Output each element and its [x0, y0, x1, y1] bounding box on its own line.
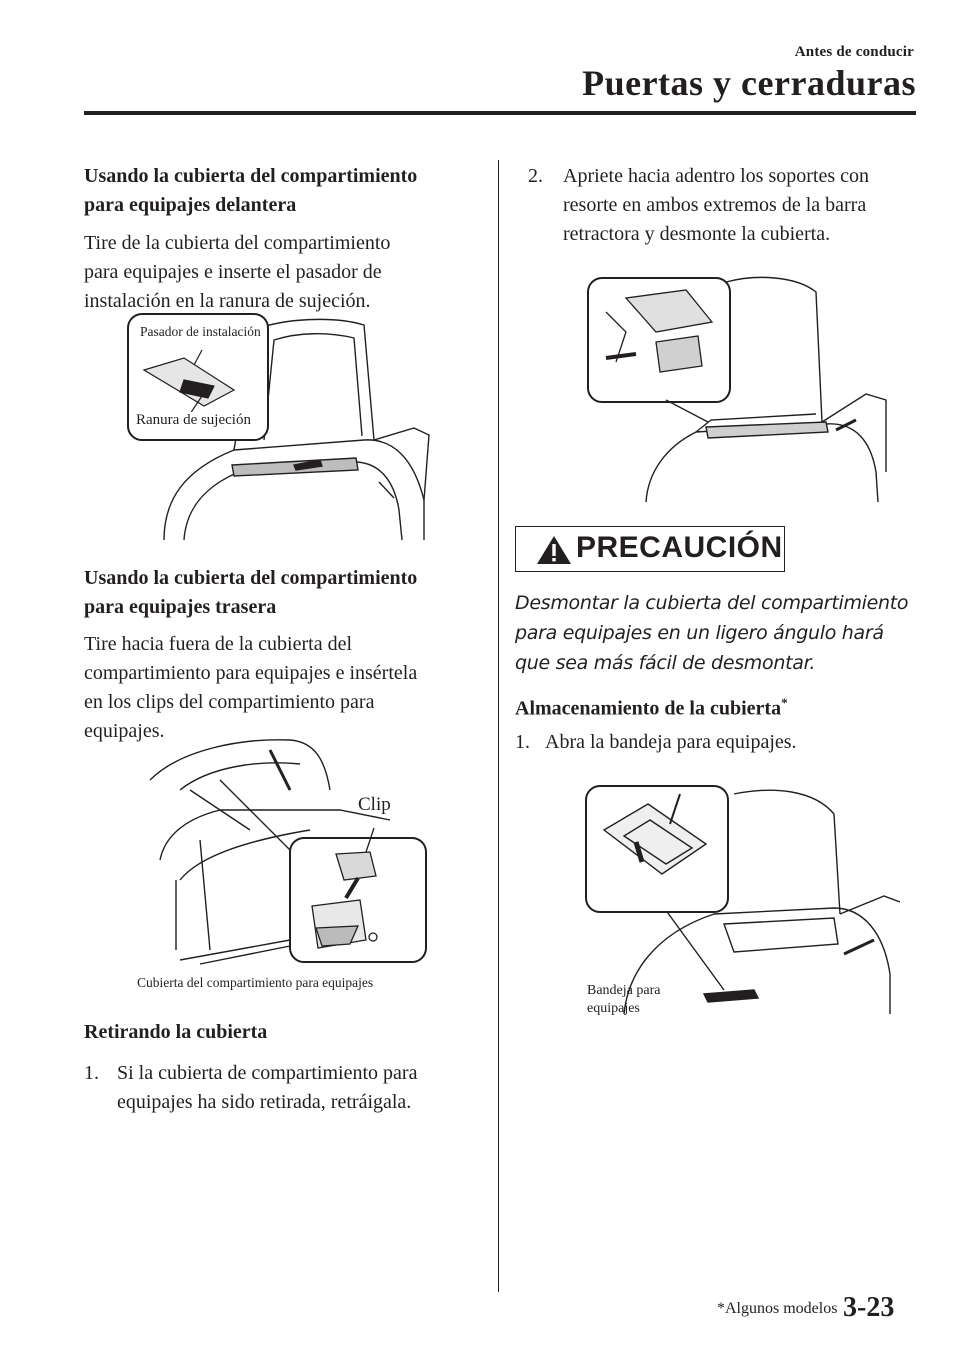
front-cover-heading: Usando la cubierta del compartimiento para equipajes delantera: [84, 165, 418, 216]
footnote: *Algunos modelos: [717, 1300, 838, 1317]
remove-heading: Retirando la cubierta: [84, 1021, 268, 1043]
pin-label: Pasador de instalación: [140, 324, 261, 339]
section-label: Antes de conducir: [794, 44, 914, 60]
chapter-title: Puertas y cerraduras: [582, 63, 916, 103]
header-rule: [84, 111, 916, 115]
warning-triangle-icon: [536, 535, 572, 565]
step-2-text: Apriete hacia adentro los soportes con resorte en ambos extremos de la barra retractora y desmonte la cubierta.: [563, 165, 870, 245]
storage-step-1: 1. Abra la bandeja para equipajes.: [515, 731, 797, 753]
slot-label: Ranura de sujeción: [136, 412, 251, 428]
page-number: 3-23: [843, 1292, 895, 1323]
tray-label: Bandeja para equipajes: [587, 983, 661, 1016]
rear-cover-illustration: [140, 730, 440, 970]
clip-label: Clip: [358, 794, 391, 815]
rear-cover-body: Tire hacia fuera de la cubierta del compartimiento para equipajes e insértela en los clips del compartimiento para equipajes.: [84, 633, 418, 742]
storage-heading: Almacenamiento de la cubierta*: [515, 695, 788, 720]
cover-label: Cubierta del compartimiento para equipajes: [137, 975, 374, 990]
remove-step-1: 1. Si la cubierta de compartimiento para equipajes ha sido retirada, retráigala.: [84, 1062, 418, 1113]
remove-cover-illustration: [586, 272, 896, 502]
front-cover-body: Tire de la cubierta del compartimiento para equipajes e inserte el pasador de instalación en la ranura de sujeción.: [84, 232, 391, 312]
caution-title: PRECAUCIÓN: [576, 531, 783, 564]
caution-banner: [515, 526, 785, 572]
caution-text: Desmontar la cubierta del compartimiento para equipajes en un ligero ángulo hará que sea más fácil de desmontar.: [515, 592, 909, 674]
column-divider: [498, 160, 499, 1292]
step-2: 2.: [528, 165, 543, 187]
rear-cover-heading: Usando la cubierta del compartimiento para equipajes trasera: [84, 567, 418, 618]
